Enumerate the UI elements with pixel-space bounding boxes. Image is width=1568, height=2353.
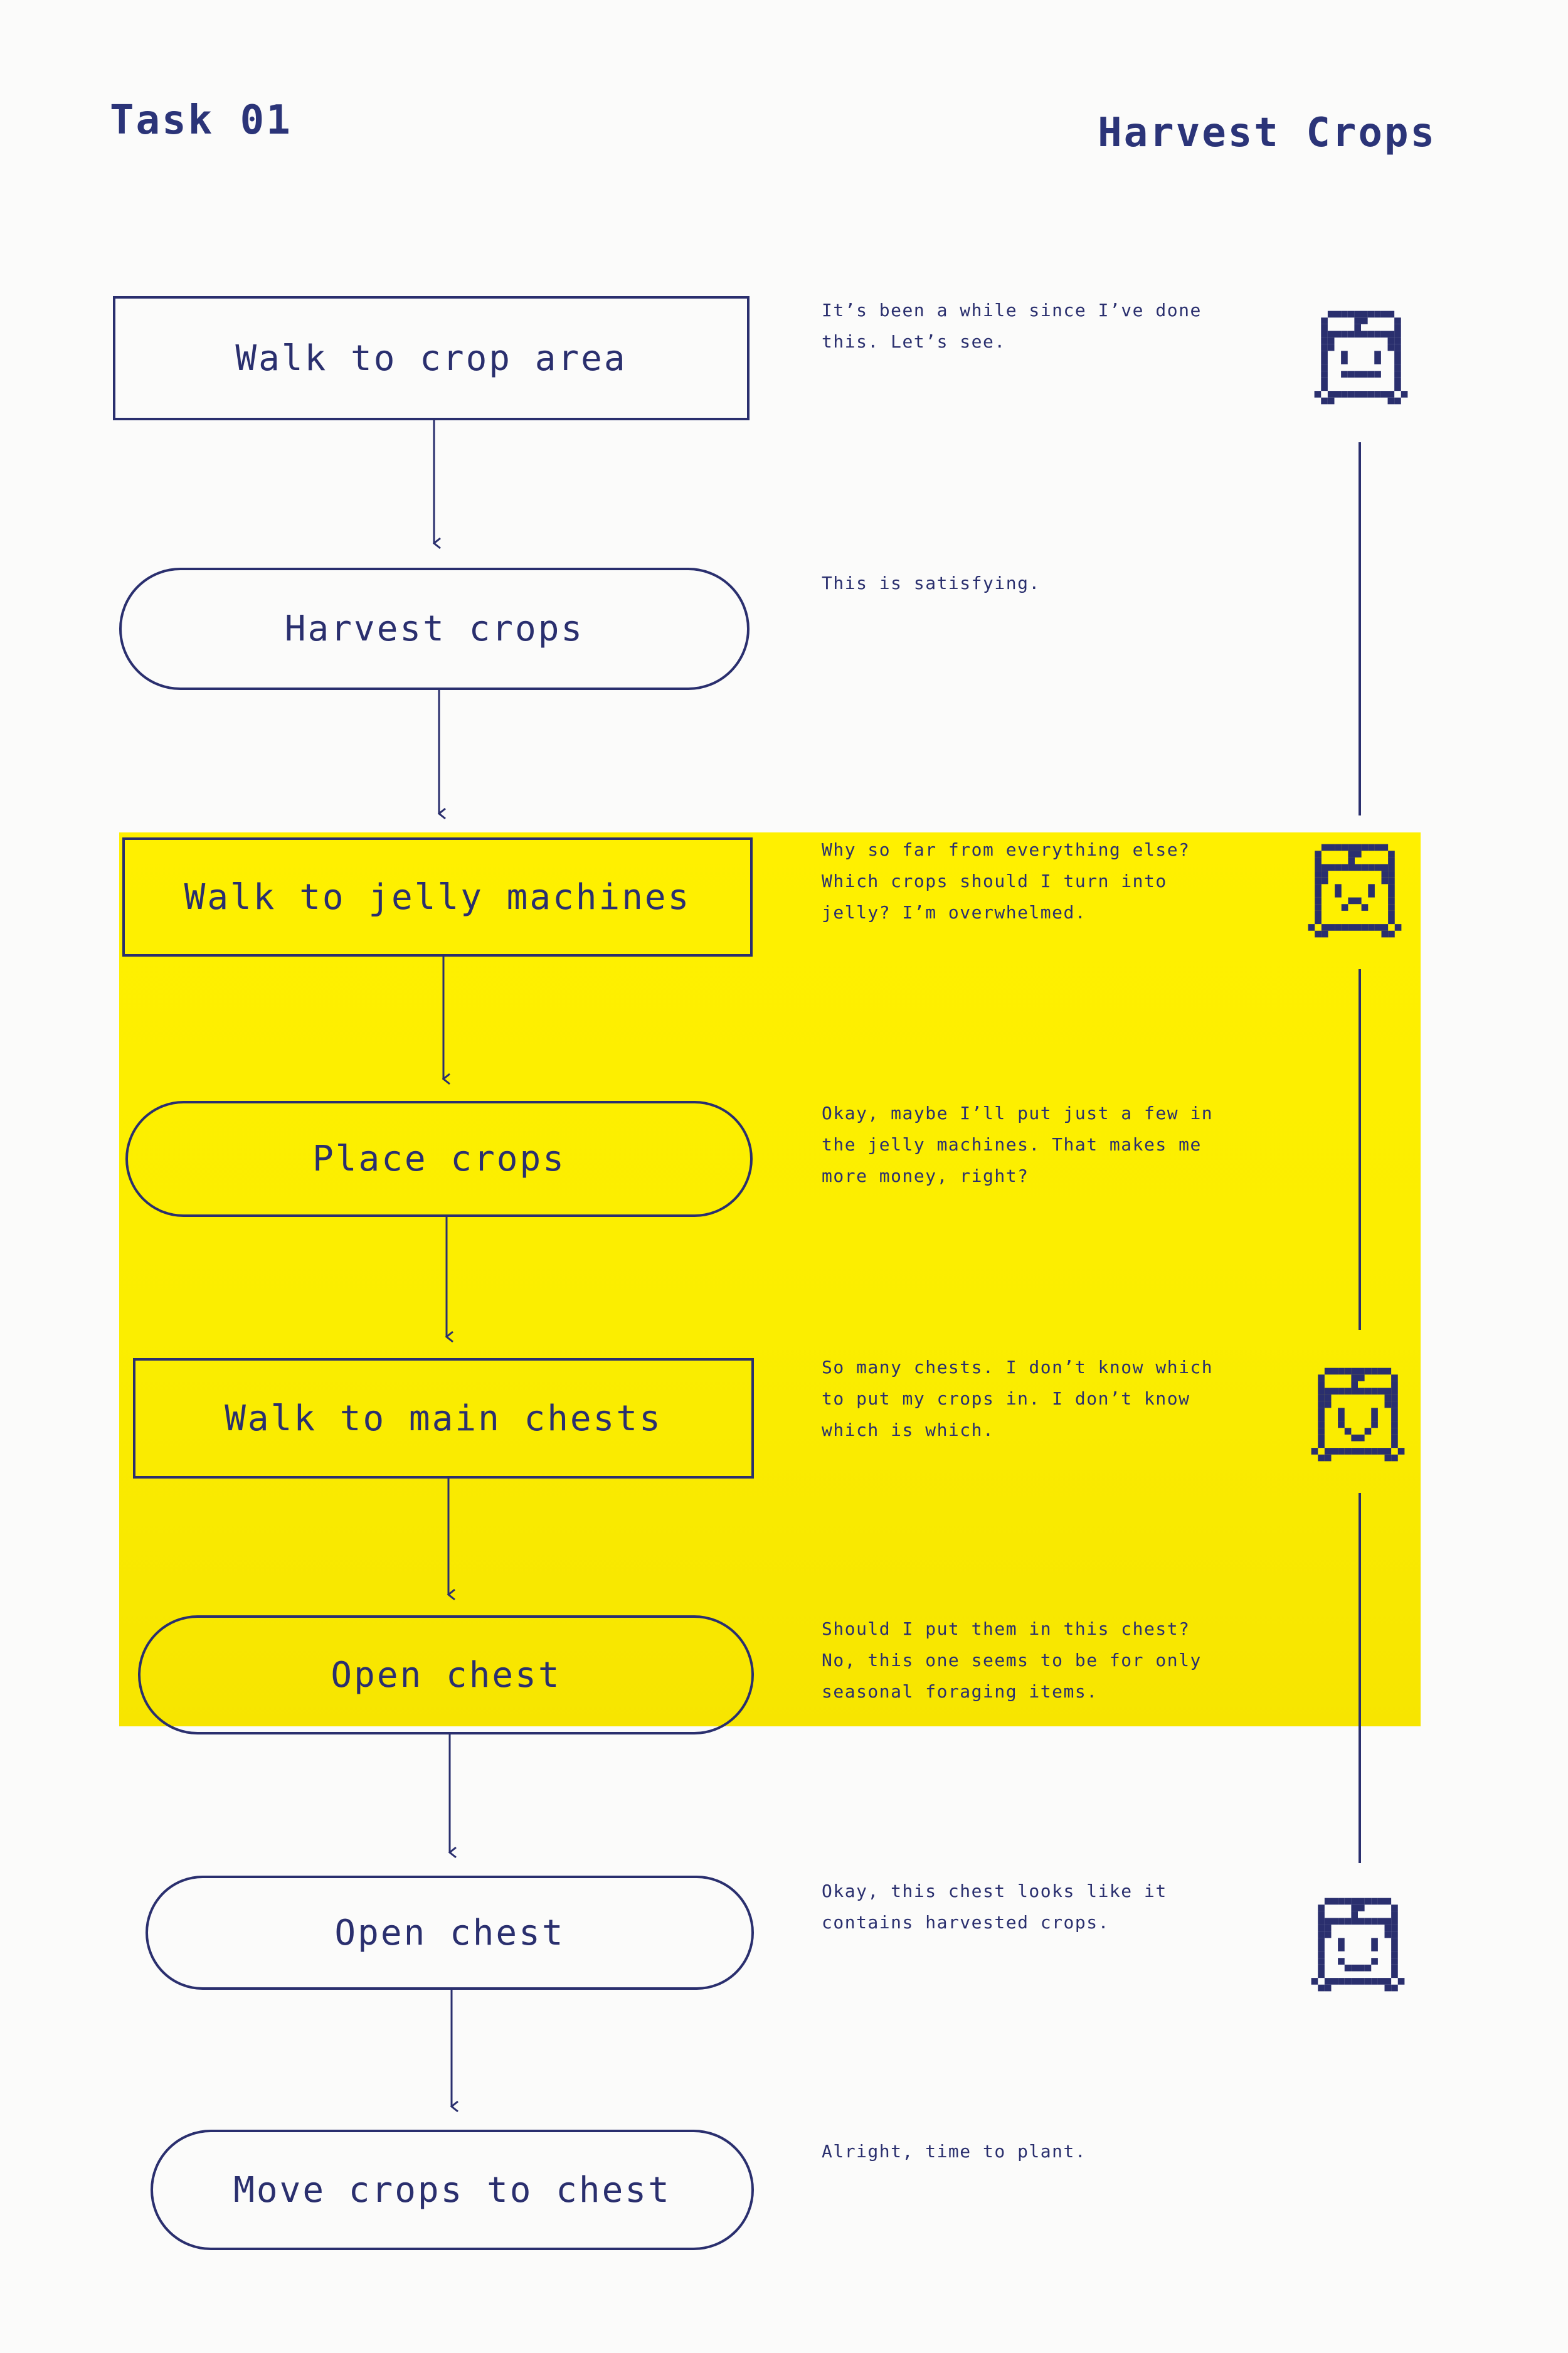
thought-note-6: Should I put them in this chest? No, this one seems to be for only seasonal foraging items.: [822, 1618, 1202, 1702]
flow-step-2: [119, 568, 750, 690]
flow-step-label: Walk to jelly machines: [184, 876, 691, 918]
thought-note-8: Alright, time to plant.: [822, 2141, 1087, 2162]
flow-step-8: [151, 2130, 754, 2250]
flow-step-5: [133, 1358, 754, 1479]
neutral-face-icon: [1308, 304, 1414, 411]
flow-step-label: Harvest crops: [284, 608, 585, 649]
flow-step-label: Move crops to chest: [233, 2169, 671, 2211]
flow-step-3: [122, 837, 753, 957]
thought-note-3: Why so far from everything else? Which crops should I turn into jelly? I’m overwhelmed.: [822, 839, 1190, 923]
flow-step-7: [146, 1876, 754, 1990]
thought-note-1: It’s been a while since I’ve done this. Let’s see.: [822, 300, 1202, 352]
thought-note-4: Okay, maybe I’ll put just a few in the jelly machines. That makes me more money, right?: [822, 1103, 1214, 1186]
task-number: Task 01: [110, 97, 292, 144]
flow-step-6: [138, 1615, 754, 1734]
flow-step-label: Open chest: [334, 1912, 565, 1953]
flow-step-label: Walk to main chests: [225, 1398, 662, 1439]
flow-step-1: [113, 296, 750, 420]
flow-step-4: [125, 1101, 753, 1217]
worried-face-icon: [1301, 837, 1408, 944]
thought-note-5: So many chests. I don’t know which to put my crops in. I don’t know which is which.: [822, 1357, 1214, 1440]
flow-step-label: Open chest: [331, 1654, 561, 1696]
flow-step-label: Place crops: [312, 1139, 566, 1179]
flow-step-label: Walk to crop area: [235, 337, 627, 379]
thought-note-2: This is satisfying.: [822, 573, 1041, 593]
frustrated-face-icon: [1305, 1361, 1411, 1468]
thought-note-7: Okay, this chest looks like it contains harvested crops.: [822, 1881, 1167, 1933]
page-title: Harvest Crops: [1098, 110, 1436, 156]
content-face-icon: [1305, 1891, 1411, 1998]
